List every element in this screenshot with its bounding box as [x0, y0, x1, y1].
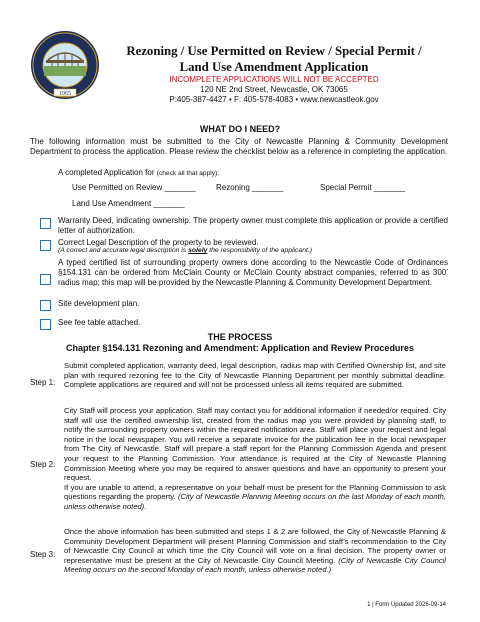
contact-info: P:405-387-4427 • F: 405-578-4083 • www.newcastleok.gov — [169, 95, 379, 104]
step-3-text: Once the above information has been submitted and steps 1 & 2 are followed, the City of Newcastle Planning & Community Development Department will present Planning Commission and staff’s recommendation to the City of Newcastle City Council at which time the City Council will vote on a final decision. The property owner or representative must be present at the City of Newcastle City Council Meeting. (City of Newcastle City Council Meeting occurs on the second Monday of each month, unless otherwise noted.) — [64, 527, 446, 575]
step-1-label: Step 1: — [30, 378, 56, 387]
step-2-label: Step 2: — [30, 460, 56, 469]
checkbox-legal-description[interactable] — [40, 240, 51, 251]
checkbox-ownership-list[interactable] — [40, 274, 51, 285]
application-for-label: A completed Application for (check all that apply): — [58, 168, 220, 177]
legal-description-note: (A correct and accurate legal description is solely the responsibility of the applicant.) — [58, 247, 313, 254]
address: 120 NE 2nd Street, Newcastle, OK 73065 — [200, 85, 348, 94]
svg-text:1965: 1965 — [59, 91, 71, 97]
checklist-site-plan: Site development plan. — [58, 299, 140, 308]
checkbox-fee-table[interactable] — [40, 319, 51, 330]
step-1-text: Submit completed application, warranty deed, legal description, radius map with Certified Ownership list, and site plan with required rezoning fee to the City of Newcastle Planning Department per monthly submittal deadline. Complete applications are required and will not be processed unless all items required are submitted. — [64, 361, 446, 390]
section-heading-process: THE PROCESS — [207, 332, 273, 342]
checkbox-site-plan[interactable] — [40, 300, 51, 311]
checklist-fee-table: See fee table attached. — [58, 318, 141, 327]
step-2-text: City Staff will process your application. Staff may contact you for additional information if needed/or required. City staff will use the certified ownership list, created from the radius map you were provided by planning staff, to notify the surrounding property owners within the required notification area. Staff will place your request and legal notice in the local newspaper. You will receive a separate invoice for the publication fee in the local newspaper from The City of Newcastle. Staff will prepare a staff report for the Planning Commission Agenda and present your request to the Planning Commission. Your attendance is required at the City of Newcastle Planning Commission Meeting where you may be required to answer questions and have an opportunity to present your request. If you are unable to attend, a representative on your behalf must be present for the Planning Commission to ask questions regarding the property. (City of Newcastle Planning Meeting occurs on the last Monday of each month, unless otherwise noted). — [64, 406, 446, 511]
form-title-line1: Rezoning / Use Permitted on Review / Special Permit / — [126, 44, 422, 58]
intro-paragraph: The following information must be submitted to the City of Newcastle Planning & Community Development Department to process the application. Please review the checklist below as a reference in completing the application. — [30, 137, 448, 156]
city-seal-logo — [30, 30, 100, 100]
page-footer: 1 | Form Updated 2026-09-14 — [367, 602, 446, 608]
checklist-legal-description: Correct Legal Description of the property to be reviewed. — [58, 238, 259, 247]
option-land-use-amendment[interactable]: Land Use Amendment _______ — [72, 199, 185, 208]
incomplete-notice: INCOMPLETE APPLICATIONS WILL NOT BE ACCEPTED — [169, 75, 379, 84]
form-title-line2: Land Use Amendment Application — [179, 60, 369, 74]
option-rezoning[interactable]: Rezoning _______ — [216, 183, 284, 192]
chapter-subheading: Chapter §154.131 Rezoning and Amendment: Application and Review Procedures — [66, 343, 414, 353]
section-heading-what-do-i-need: WHAT DO I NEED? — [199, 124, 281, 134]
option-use-permitted[interactable]: Use Permitted on Review _______ — [72, 183, 196, 192]
checklist-ownership-list: A typed certified list of surrounding property owners done according to the Newcastle Code of Ordinances §154.131 can be ordered from McClain County or McClain County abstract companies, referred to as 300’ radius map; this map will be provided by the Newcastle Planning & Community Development Department. — [58, 258, 448, 287]
checklist-warranty-deed: Warranty Deed, indicating ownership. The property owner must complete this application or provide a certified letter of authorization. — [58, 216, 448, 235]
option-special-permit[interactable]: Special Permit _______ — [320, 183, 405, 192]
checkbox-warranty-deed[interactable] — [40, 218, 51, 229]
step-3-label: Step 3: — [30, 550, 56, 559]
